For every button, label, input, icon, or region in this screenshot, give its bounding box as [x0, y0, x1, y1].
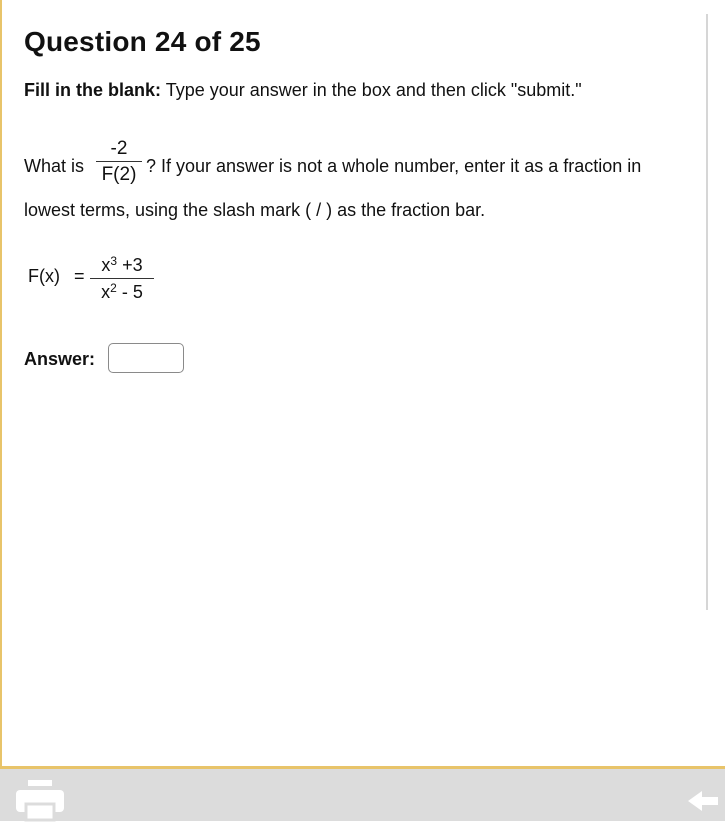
back-arrow-icon [686, 789, 720, 813]
footer-toolbar [0, 766, 725, 821]
denominator-base: x [101, 282, 111, 302]
instruction-text: Type your answer in the box and then click "submit." [165, 80, 582, 100]
question-title: Question 24 of 25 [24, 26, 261, 57]
denominator-rest: - 5 [116, 282, 143, 302]
prompt-line-1 [24, 138, 694, 194]
denominator-exponent: 2 [110, 281, 117, 295]
function-fraction [90, 254, 154, 303]
prompt-start: What is [24, 156, 85, 176]
left-border [0, 0, 2, 766]
function-equals: = [74, 266, 85, 286]
function-numerator [90, 254, 154, 276]
print-button[interactable] [14, 778, 66, 822]
instructions [24, 80, 582, 101]
back-button[interactable] [686, 789, 720, 813]
numerator-base: x [101, 255, 111, 275]
prompt-continue: ? If your answer is not a whole number, enter it as a fraction in [146, 156, 642, 176]
question-prompt [24, 138, 694, 220]
prompt-fraction [96, 138, 142, 187]
function-definition [28, 254, 228, 310]
instruction-label: Fill in the blank: [24, 80, 162, 100]
fraction-numerator: -2 [110, 138, 128, 159]
function-denominator [90, 281, 154, 303]
function-lhs: F(x) [28, 266, 60, 286]
answer-input[interactable] [108, 343, 184, 373]
fraction-bar [96, 161, 142, 162]
scrollbar-track[interactable] [706, 14, 708, 610]
prompt-line-2: lowest terms, using the slash mark ( / ) as the fraction bar. [24, 200, 486, 220]
printer-icon [14, 778, 66, 822]
function-fraction-bar [90, 278, 154, 279]
answer-label: Answer: [24, 349, 96, 369]
numerator-rest: +3 [117, 255, 143, 275]
numerator-exponent: 3 [110, 254, 118, 268]
fraction-denominator: F(2) [101, 164, 137, 185]
